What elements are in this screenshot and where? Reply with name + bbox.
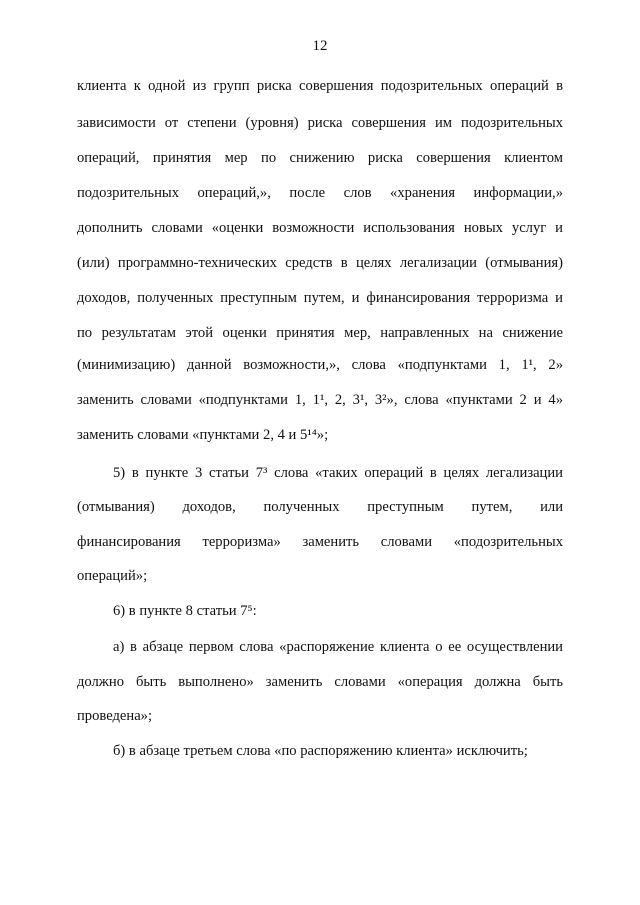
- text-line: б) в абзаце третьем слова «по распоряжению клиента» исключить;: [113, 743, 528, 759]
- text-line: доходов, полученных преступным путем, и финансирования терроризма и: [77, 290, 563, 306]
- text-line: проведена»;: [77, 708, 153, 724]
- text-line: (минимизацию) данной возможности,», слова «подпунктами 1, 1¹, 2»: [77, 357, 563, 373]
- text-line: заменить словами «подпунктами 1, 1¹, 2, 3¹, 3²», слова «пунктами 2 и 4»: [77, 392, 563, 408]
- text-line: 6) в пункте 8 статьи 7⁵:: [113, 603, 257, 619]
- text-line: зависимости от степени (уровня) риска совершения им подозрительных: [77, 115, 563, 131]
- text-line: (или) программно-технических средств в целях легализации (отмывания): [77, 255, 563, 271]
- page-number: 12: [312, 38, 328, 54]
- text-line: (отмывания) доходов, полученных преступным путем, или: [77, 499, 563, 515]
- text-line: должно быть выполнено» заменить словами «операция должна быть: [77, 674, 563, 690]
- text-line: по результатам этой оценки принятия мер, направленных на снижение: [77, 325, 563, 341]
- text-line: операций, принятия мер по снижению риска совершения клиентом: [77, 150, 563, 166]
- text-line: операций»;: [77, 568, 148, 584]
- text-line: финансирования терроризма» заменить словами «подозрительных: [77, 534, 563, 550]
- text-line: заменить словами «пунктами 2, 4 и 5¹⁴»;: [77, 427, 329, 443]
- text-line: подозрительных операций,», после слов «хранения информации,»: [77, 185, 563, 201]
- text-line: 5) в пункте 3 статьи 7³ слова «таких операций в целях легализации: [113, 465, 563, 481]
- text-line: клиента к одной из групп риска совершения подозрительных операций в: [77, 78, 563, 94]
- text-line: а) в абзаце первом слова «распоряжение клиента о ее осуществлении: [113, 639, 563, 655]
- text-line: дополнить словами «оценки возможности использования новых услуг и: [77, 220, 563, 236]
